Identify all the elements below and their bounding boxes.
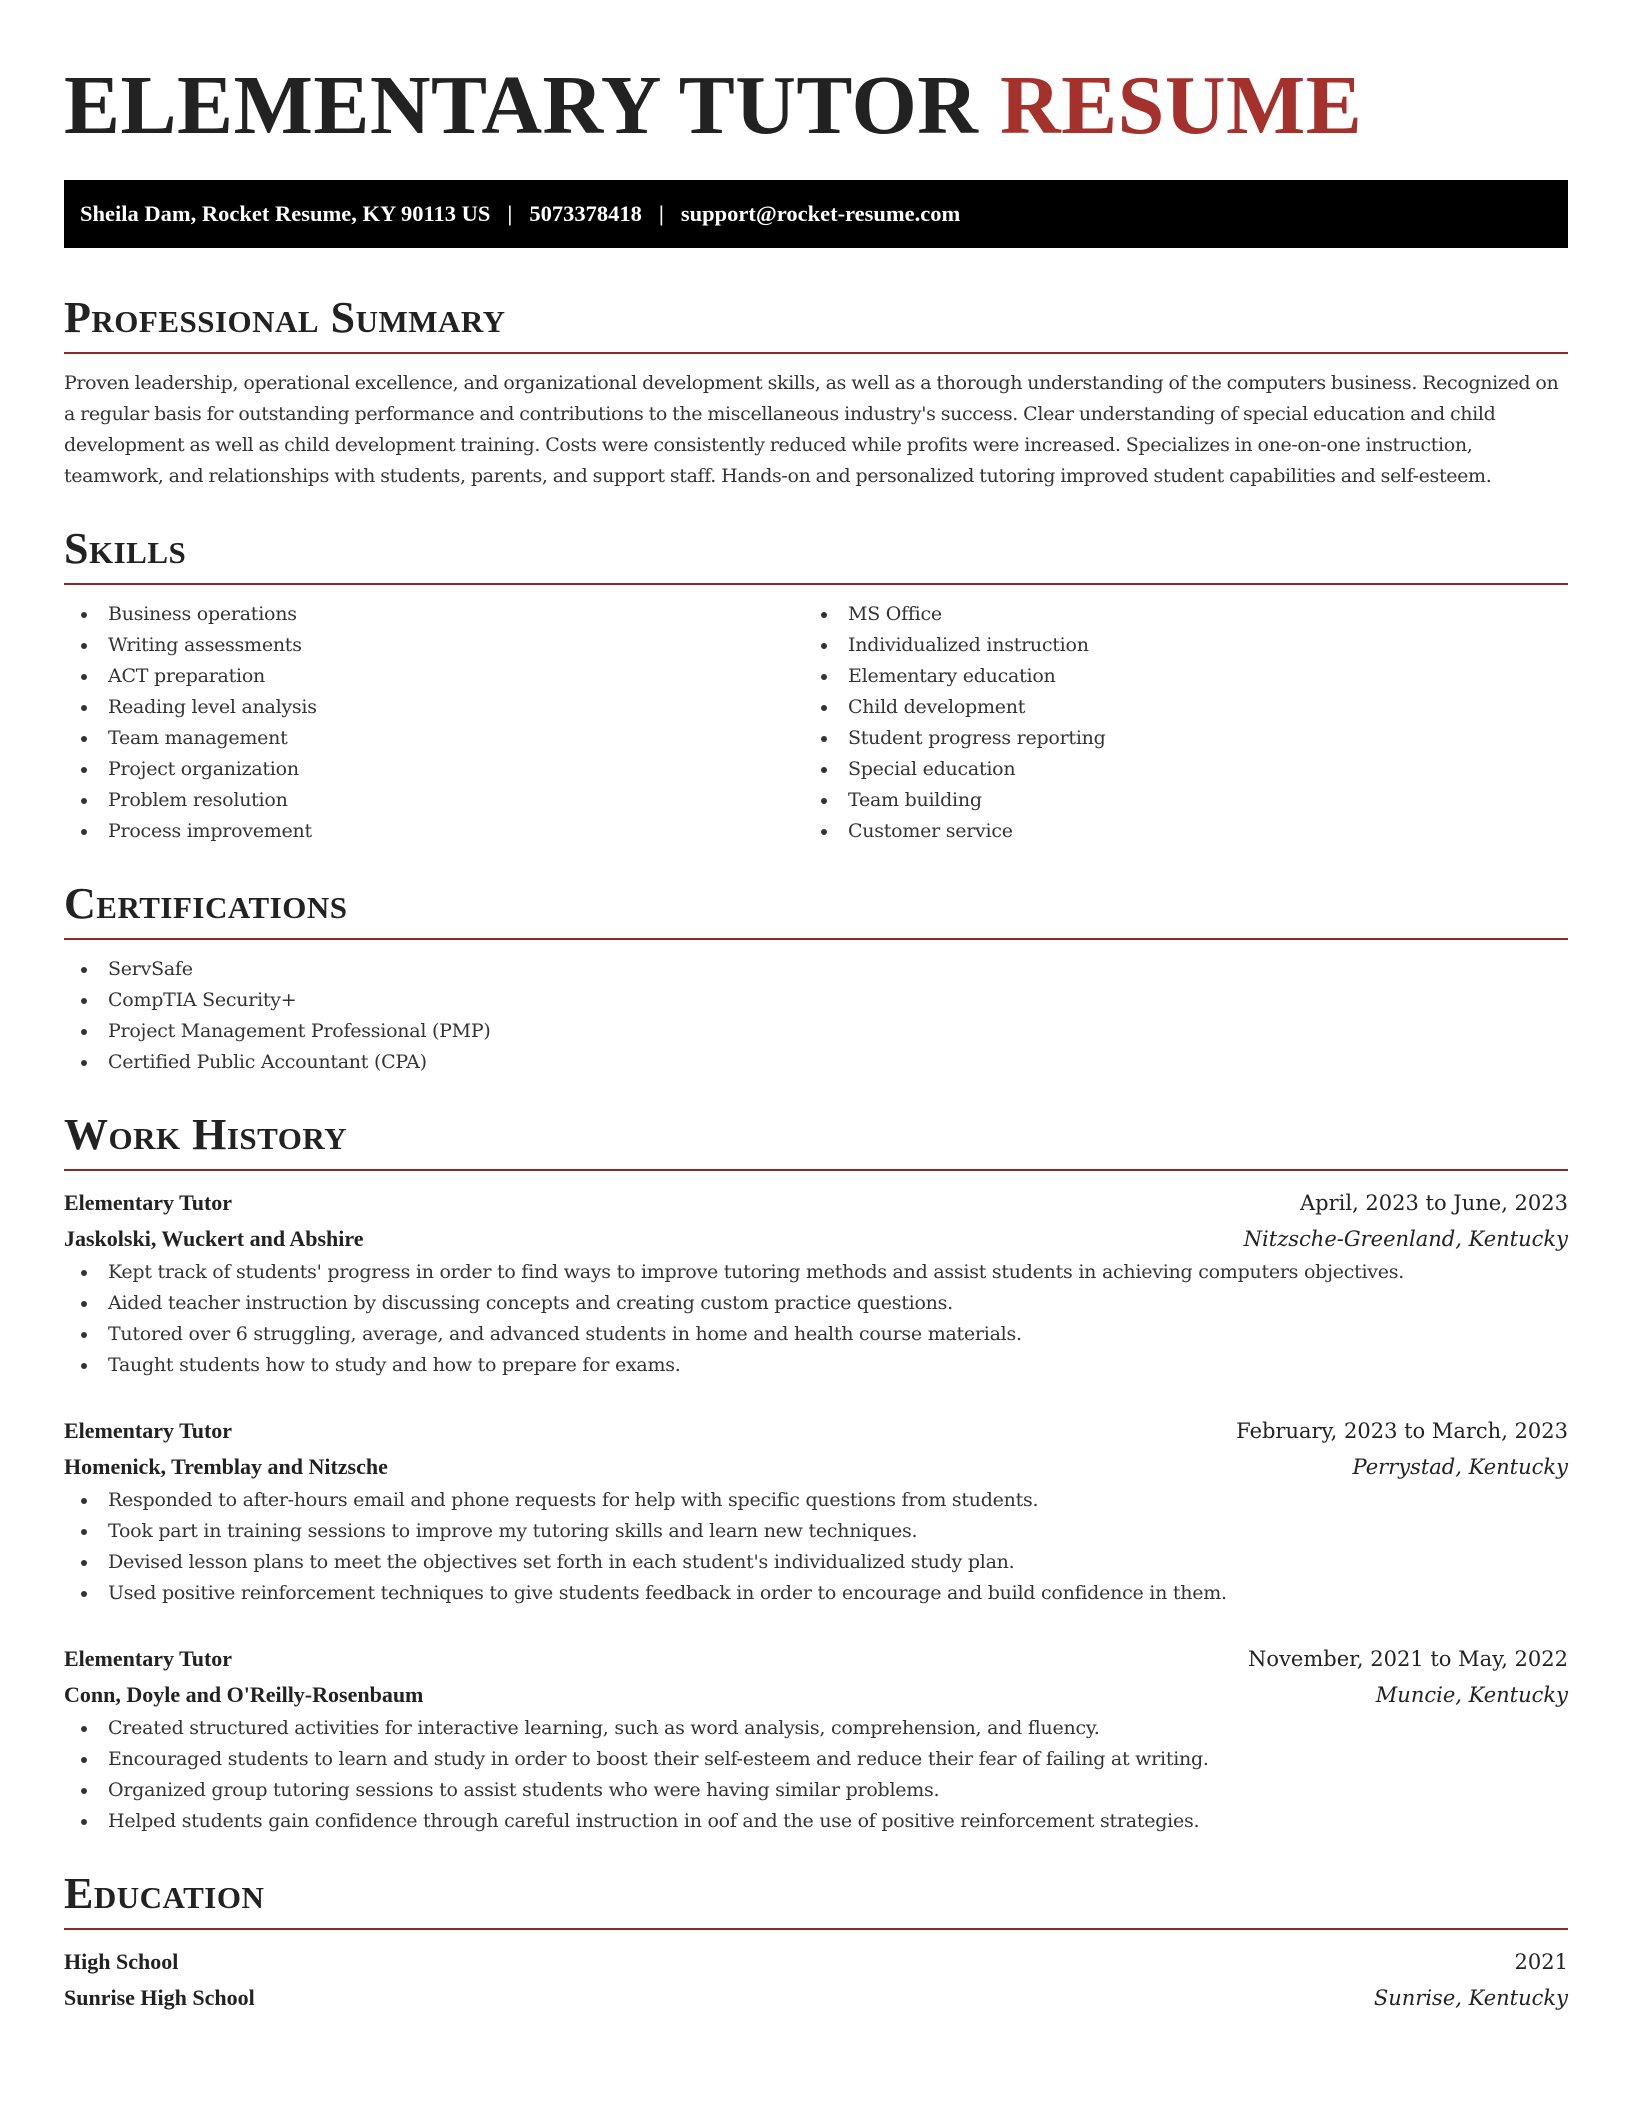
contact-email[interactable]: support@rocket-resume.com [680, 201, 961, 226]
skill-item: Writing assessments [64, 630, 804, 661]
skill-item: Student progress reporting [804, 723, 1544, 754]
job-location: Muncie, Kentucky [1375, 1683, 1568, 1707]
section-divider [64, 1928, 1568, 1930]
job-duty: Took part in training sessions to improve my tutoring skills and learn new techniques. [64, 1516, 1568, 1547]
job-dates: February, 2023 to March, 2023 [1236, 1419, 1568, 1443]
skill-item: MS Office [804, 599, 1544, 630]
certifications-list [64, 954, 1568, 1078]
skill-item: Business operations [64, 599, 804, 630]
job-title: Elementary Tutor [64, 1418, 233, 1443]
certification-item: ServSafe [64, 954, 1568, 985]
job-header-row [64, 1641, 1568, 1677]
job-duty: Aided teacher instruction by discussing concepts and creating custom practice questions. [64, 1288, 1568, 1319]
skills-column-right [804, 599, 1544, 847]
summary-section [64, 292, 1568, 492]
education-degree-row [64, 1944, 1568, 1980]
work-history-heading: Work History [64, 1110, 348, 1159]
skill-item: Special education [804, 754, 1544, 785]
job-entry [64, 1641, 1568, 1837]
job-location: Nitzsche-Greenland, Kentucky [1243, 1227, 1568, 1251]
job-duty: Organized group tutoring sessions to assist students who were having similar problems. [64, 1775, 1568, 1806]
skill-item: Team building [804, 785, 1544, 816]
job-company: Conn, Doyle and O'Reilly-Rosenbaum [64, 1682, 424, 1707]
contact-phone[interactable]: 5073378418 [529, 201, 642, 226]
job-entry [64, 1413, 1568, 1609]
resume-title [64, 0, 1568, 152]
work-history-section [64, 1109, 1568, 1837]
education-school: Sunrise High School [64, 1985, 255, 2010]
job-duty: Taught students how to study and how to prepare for exams. [64, 1350, 1568, 1381]
contact-separator: | [658, 201, 664, 226]
education-school-row [64, 1980, 1568, 2016]
section-divider [64, 938, 1568, 940]
job-company-row [64, 1449, 1568, 1485]
skills-column-left [64, 599, 804, 847]
job-duty: Tutored over 6 struggling, average, and advanced students in home and health course materials. [64, 1319, 1568, 1350]
job-dates: November, 2021 to May, 2022 [1248, 1647, 1568, 1671]
section-divider [64, 1169, 1568, 1171]
job-duty: Used positive reinforcement techniques to give students feedback in order to encourage and build confidence in them. [64, 1578, 1568, 1609]
certifications-heading: Certifications [64, 879, 348, 928]
education-section [64, 1868, 1568, 2016]
contact-separator: | [507, 201, 513, 226]
skill-item: Child development [804, 692, 1544, 723]
skill-item: Elementary education [804, 661, 1544, 692]
skill-item: Project organization [64, 754, 804, 785]
job-company-row [64, 1677, 1568, 1713]
section-divider [64, 583, 1568, 585]
skills-grid [64, 599, 1568, 847]
education-heading: Education [64, 1869, 265, 1918]
job-header-row [64, 1185, 1568, 1221]
education-entry [64, 1944, 1568, 2016]
summary-heading: Professional Summary [64, 293, 506, 342]
skill-item: Customer service [804, 816, 1544, 847]
job-title: Elementary Tutor [64, 1646, 233, 1671]
skills-list-right [804, 599, 1544, 847]
job-location: Perrystad, Kentucky [1352, 1455, 1568, 1479]
certification-item: Certified Public Accountant (CPA) [64, 1047, 1568, 1078]
job-company: Homenick, Tremblay and Nitzsche [64, 1454, 388, 1479]
job-entry [64, 1185, 1568, 1381]
job-duty: Devised lesson plans to meet the objectives set forth in each student's individualized study plan. [64, 1547, 1568, 1578]
skills-section [64, 523, 1568, 847]
job-duty: Kept track of students' progress in order to find ways to improve tutoring methods and assist students in achieving computers objectives. [64, 1257, 1568, 1288]
skills-list-left [64, 599, 804, 847]
education-degree: High School [64, 1949, 179, 1974]
certification-item: CompTIA Security+ [64, 985, 1568, 1016]
job-duty: Helped students gain confidence through careful instruction in oof and the use of positive reinforcement strategies. [64, 1806, 1568, 1837]
job-duties-list [64, 1257, 1568, 1381]
job-duty: Created structured activities for interactive learning, such as word analysis, comprehension, and fluency. [64, 1713, 1568, 1744]
job-dates: April, 2023 to June, 2023 [1300, 1191, 1568, 1215]
section-divider [64, 352, 1568, 354]
job-duties-list [64, 1713, 1568, 1837]
certifications-section [64, 878, 1568, 1078]
job-company-row [64, 1221, 1568, 1257]
title-main: ELEMENTARY TUTOR [64, 59, 979, 152]
education-location: Sunrise, Kentucky [1373, 1986, 1568, 2010]
skill-item: Problem resolution [64, 785, 804, 816]
skill-item: Team management [64, 723, 804, 754]
contact-address: Sheila Dam, Rocket Resume, KY 90113 US [80, 201, 491, 226]
skills-heading: Skills [64, 524, 187, 573]
title-accent: RESUME [999, 59, 1363, 152]
job-title: Elementary Tutor [64, 1190, 233, 1215]
summary-text: Proven leadership, operational excellence, and organizational development skills, as well as a thorough understanding of the computers business. Recognized on a regular basis for outstanding performance and contributions to the miscellaneous industry's success. Clear understanding of special education and child development as well as child development training. Costs were consistently reduced while profits were increased. Specializes in one-on-one instruction, teamwork, and relationships with students, parents, and support staff. Hands-on and personalized tutoring improved student capabilities and self-esteem. [64, 372, 1559, 487]
job-company: Jaskolski, Wuckert and Abshire [64, 1226, 364, 1251]
skill-item: ACT preparation [64, 661, 804, 692]
skill-item: Individualized instruction [804, 630, 1544, 661]
skill-item: Process improvement [64, 816, 804, 847]
job-duty: Encouraged students to learn and study in order to boost their self-esteem and reduce their fear of failing at writing. [64, 1744, 1568, 1775]
contact-bar [64, 180, 1568, 248]
job-header-row [64, 1413, 1568, 1449]
certification-item: Project Management Professional (PMP) [64, 1016, 1568, 1047]
education-year: 2021 [1514, 1950, 1568, 1974]
job-duties-list [64, 1485, 1568, 1609]
job-duty: Responded to after-hours email and phone requests for help with specific questions from students. [64, 1485, 1568, 1516]
skill-item: Reading level analysis [64, 692, 804, 723]
